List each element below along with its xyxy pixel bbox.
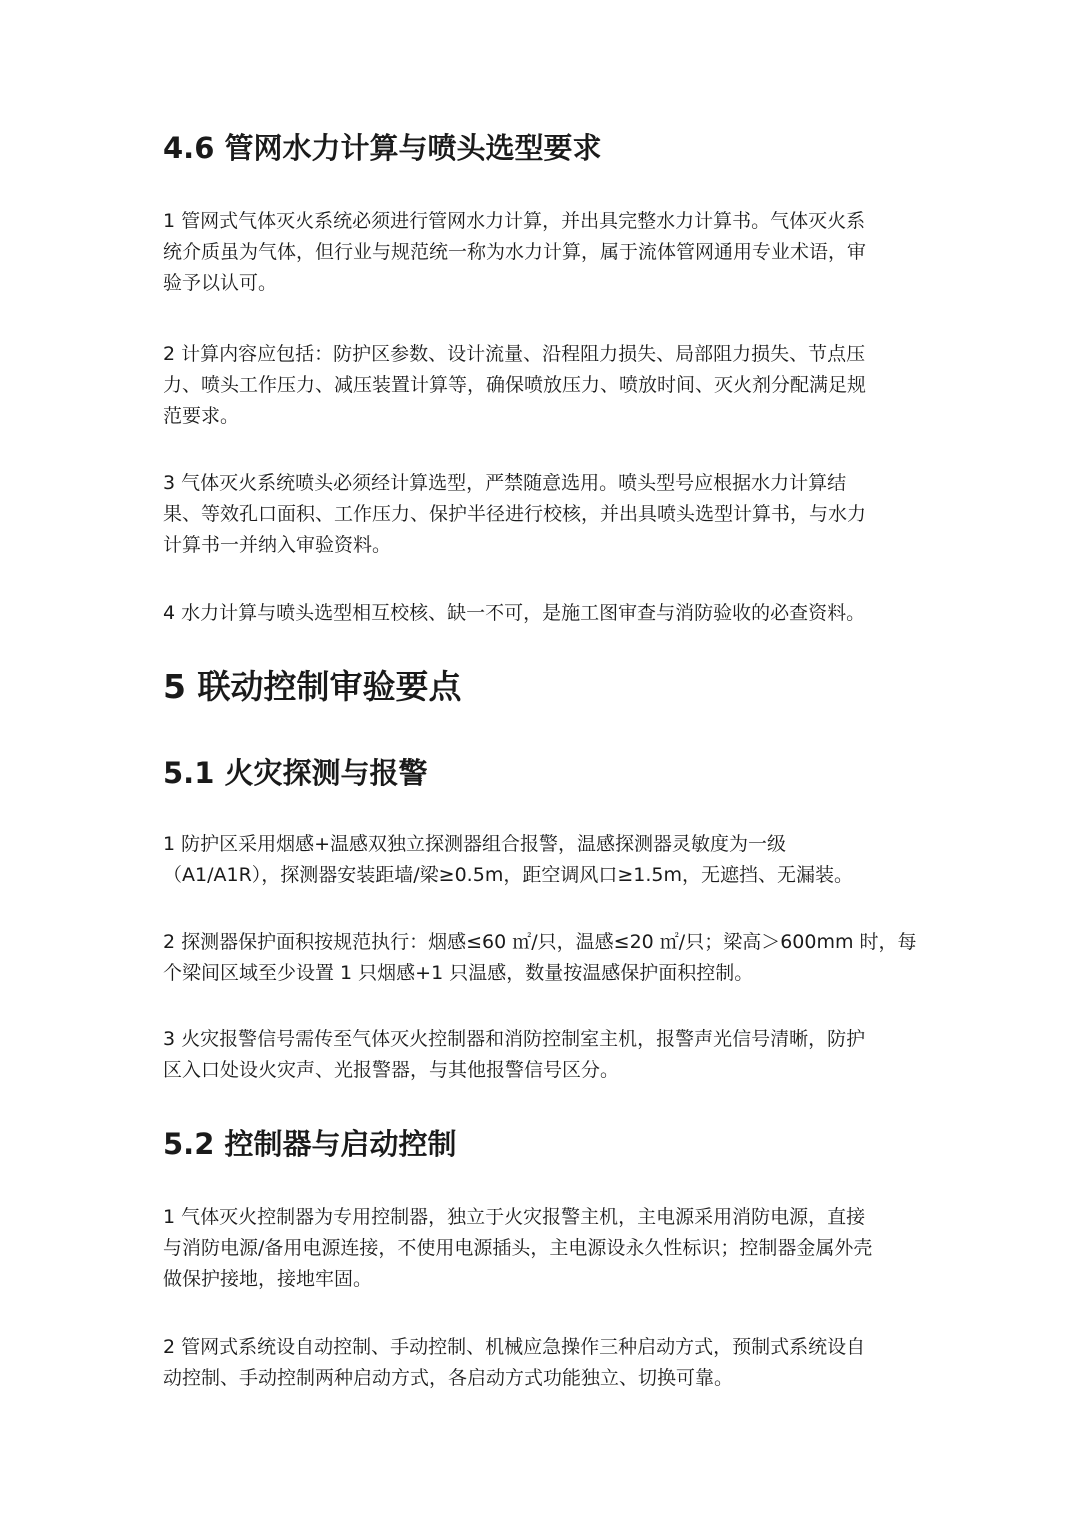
paragraph-5-1-2: 2 探测器保护面积按规范执行：烟感≤60 ㎡/只，温感≤20 ㎡/只；梁高＞600mm 时，每 个梁间区域至少设置 1 只烟感+1 只温感，数量按温感保护面积控制。 xyxy=(163,931,917,984)
paragraph-4-6-2: 2 计算内容应包括：防护区参数、设计流量、沿程阻力损失、局部阻力损失、节点压 力、喷头工作压力、减压装置计算等，确保喷放压力、喷放时间、灭火剂分配满足规 范要求。 xyxy=(163,343,867,427)
paragraph-4-6-1: 1 管网式气体灭火系统必须进行管网水力计算，并出具完整水力计算书。气体灭火系 统介质虽为气体，但行业与规范统一称为水力计算，属于流体管网通用专业术语，审 验予以认可。 xyxy=(163,210,867,294)
section-5-1-heading: 5.1 火灾探测与报警 xyxy=(163,756,428,790)
section-5-heading: 5 联动控制审验要点 xyxy=(163,667,462,706)
paragraph-5-1-3: 3 火灾报警信号需传至气体灭火控制器和消防控制室主机，报警声光信号清晰，防护 区入口处设火灾声、光报警器，与其他报警信号区分。 xyxy=(163,1028,866,1081)
paragraph-4-6-4: 4 水力计算与喷头选型相互校核、缺一不可，是施工图审查与消防验收的必查资料。 xyxy=(163,602,866,624)
section-4-6-heading: 4.6 管网水力计算与喷头选型要求 xyxy=(163,131,602,165)
paragraph-5-2-1: 1 气体灭火控制器为专用控制器，独立于火灾报警主机，主电源采用消防电源，直接 与消防电源/备用电源连接，不使用电源插头，主电源设永久性标识；控制器金属外壳 做保护接地，接地牢固。 xyxy=(163,1206,873,1290)
paragraph-5-2-2: 2 管网式系统设自动控制、手动控制、机械应急操作三种启动方式，预制式系统设自 动控制、手动控制两种启动方式，各启动方式功能独立、切换可靠。 xyxy=(163,1336,866,1389)
section-5-2-heading: 5.2 控制器与启动控制 xyxy=(163,1127,457,1161)
paragraph-4-6-3: 3 气体灭火系统喷头必须经计算选型，严禁随意选用。喷头型号应根据水力计算结 果、等效孔口面积、工作压力、保护半径进行校核，并出具喷头选型计算书，与水力 计算书一并纳入审验资料。 xyxy=(163,472,867,556)
paragraph-5-1-1: 1 防护区采用烟感+温感双独立探测器组合报警，温感探测器灵敏度为一级 （A1/A1R），探测器安装距墙/梁≥0.5m，距空调风口≥1.5m，无遮挡、无漏装。 xyxy=(163,833,853,886)
